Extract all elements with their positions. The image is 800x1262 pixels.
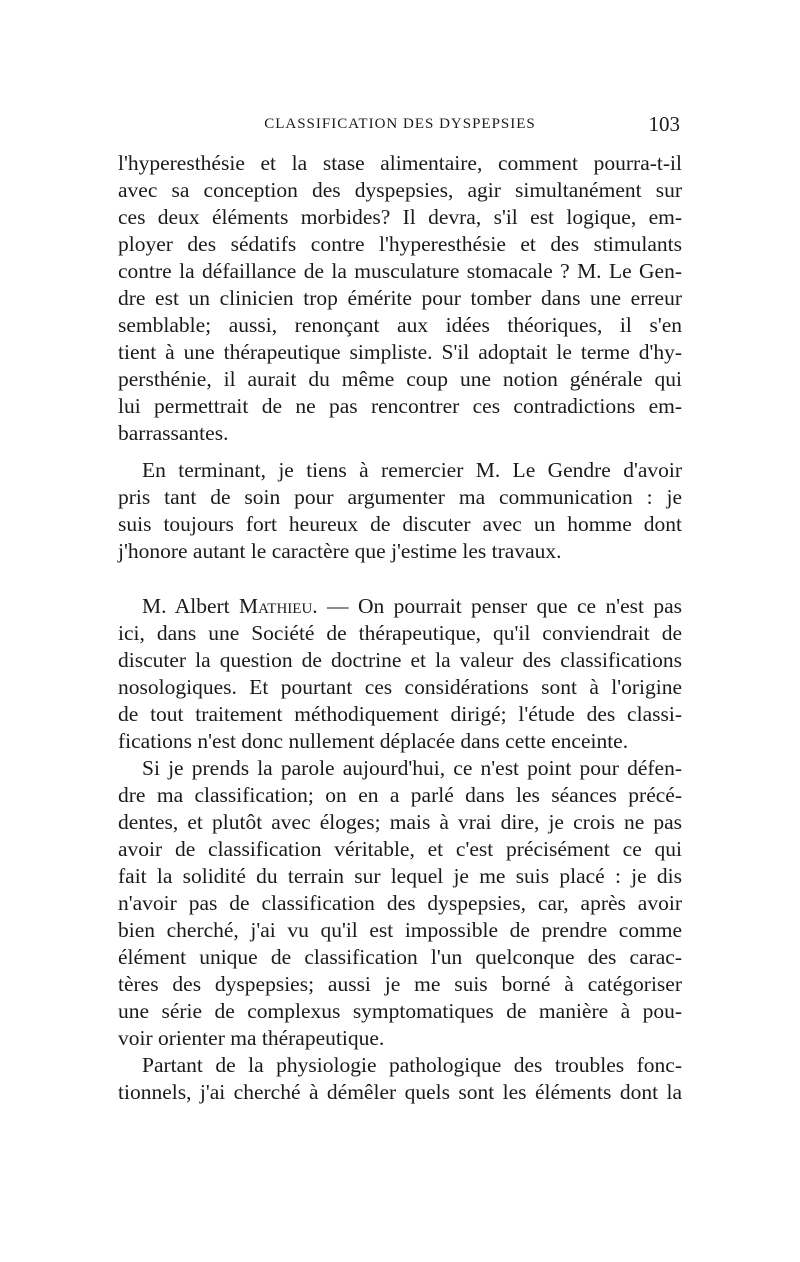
text-line: dre est un clinicien trop émérite pour tomber dans une erreur — [118, 286, 682, 310]
text-line: j'honore autant le caractère que j'estime les travaux. — [118, 539, 562, 563]
text-line: élément unique de classification l'un quelconque des carac- — [118, 945, 682, 969]
page-number: 103 — [648, 112, 680, 136]
text-line: ces deux éléments morbides? Il devra, s'il est logique, em- — [118, 205, 682, 229]
paragraph-5 — [118, 1052, 682, 1106]
running-head — [118, 112, 682, 142]
text-line: tient à une thérapeutique simpliste. S'il adoptait le terme d'hy- — [118, 340, 682, 364]
speaker-prefix: M. Albert — [142, 594, 230, 618]
text-line: fications n'est donc nullement déplacée dans cette enceinte. — [118, 729, 629, 753]
text-line: lui permettrait de ne pas rencontrer ces contradictions em- — [118, 394, 682, 418]
text-line: avec sa conception des dyspepsies, agir simultanément sur — [118, 178, 682, 202]
text-line: n'avoir pas de classification des dyspepsies, car, après avoir — [118, 891, 682, 915]
paragraph-4 — [118, 755, 682, 1052]
text-line: persthénie, il aurait du même coup une notion générale qui — [118, 367, 682, 391]
paragraph-3 — [118, 593, 682, 755]
text-line: dentes, et plutôt avec éloges; mais à vrai dire, je crois ne pas — [118, 810, 682, 834]
text-line: tionnels, j'ai cherché à démêler quels sont les éléments dont la — [118, 1080, 682, 1104]
text-line: ici, dans une Société de thérapeutique, qu'il conviendrait de — [118, 621, 682, 645]
text-line: suis toujours fort heureux de discuter avec un homme dont — [118, 512, 682, 536]
text-line: discuter la question de doctrine et la valeur des classifications — [118, 648, 682, 672]
speaker-line-rest: . — On pourrait penser que ce n'est pas — [312, 594, 683, 618]
text-line: bien cherché, j'ai vu qu'il est impossible de prendre comme — [118, 918, 682, 942]
section-gap — [118, 565, 682, 593]
text-line: une série de complexus symptomatiques de manière à pou- — [118, 999, 682, 1023]
speaker-line — [118, 593, 682, 620]
text-line: tères des dyspepsies; aussi je me suis borné à catégoriser — [118, 972, 682, 996]
speaker-name: Mathieu — [239, 594, 313, 618]
text-line: ployer des sédatifs contre l'hyperesthésie et des stimulants — [118, 232, 682, 256]
text-line: l'hyperesthésie et la stase alimentaire, comment pourra-t-il — [118, 151, 682, 175]
text-line: semblable; aussi, renonçant aux idées théoriques, il s'en — [118, 313, 682, 337]
text-line: barrassantes. — [118, 421, 229, 445]
text-line: fait la solidité du terrain sur lequel je me suis placé : je dis — [118, 864, 682, 888]
paragraph-1 — [118, 150, 682, 447]
text-line: de tout traitement méthodiquement dirigé; l'étude des classi- — [118, 702, 682, 726]
text-line: dre ma classification; on en a parlé dans les séances précé- — [118, 783, 682, 807]
paragraph-2 — [118, 457, 682, 565]
text-line: avoir de classification véritable, et c'est précisément ce qui — [118, 837, 682, 861]
text-line: voir orienter ma thérapeutique. — [118, 1026, 385, 1050]
text-line: pris tant de soin pour argumenter ma communication : je — [118, 485, 682, 509]
running-title: CLASSIFICATION DES DYSPEPSIES — [264, 116, 536, 132]
text-line: nosologiques. Et pourtant ces considérations sont à l'origine — [118, 675, 682, 699]
text-line: En terminant, je tiens à remercier M. Le Gendre d'avoir — [142, 458, 682, 482]
text-line: Si je prends la parole aujourd'hui, ce n'est point pour défen- — [142, 756, 682, 780]
book-page — [118, 112, 682, 1106]
text-line: contre la défaillance de la musculature stomacale ? M. Le Gen- — [118, 259, 682, 283]
text-line: Partant de la physiologie pathologique des troubles fonc- — [142, 1053, 682, 1077]
